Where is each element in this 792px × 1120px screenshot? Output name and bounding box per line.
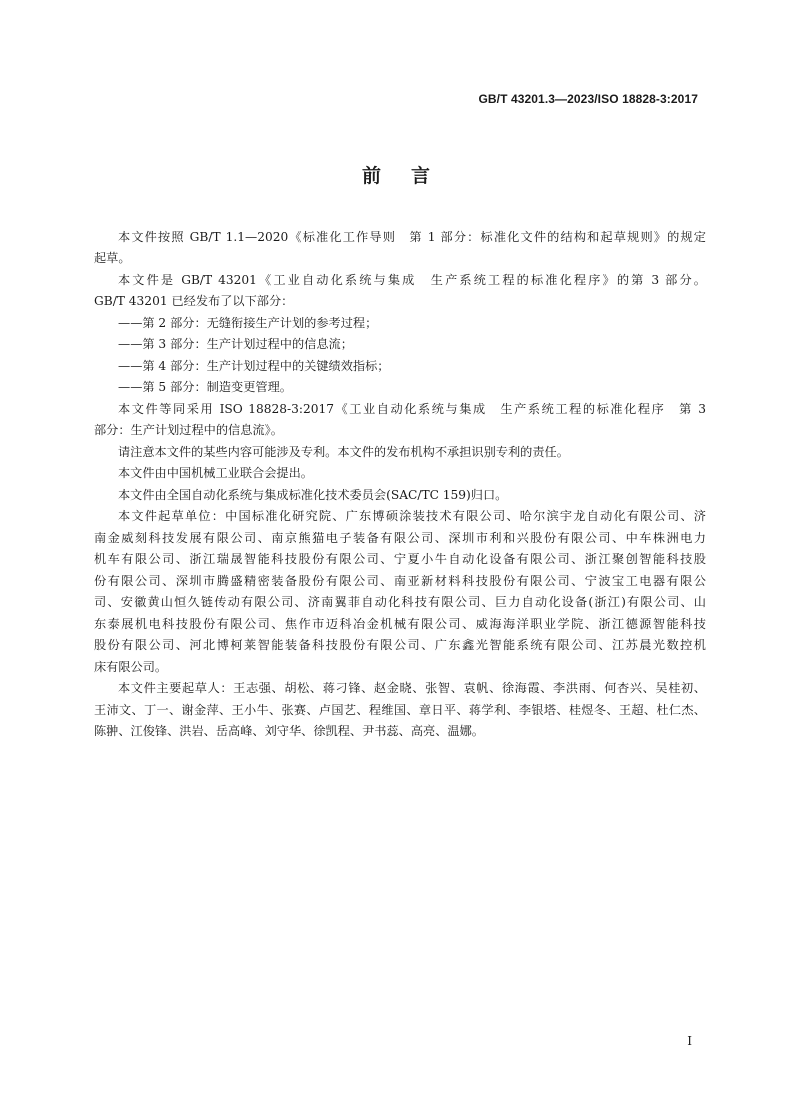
body-line-7: ——第 4 部分：生产计划过程中的关键绩效指标；	[118, 359, 390, 373]
body-line-10: 部分：生产计划过程中的信息流》。	[94, 423, 283, 437]
body-line-11: 请注意本文件的某些内容可能涉及专利。本文件的发布机构不承担识别专利的责任。	[118, 445, 569, 459]
body-line-12: 本文件由中国机械工业联合会提出。	[118, 466, 313, 480]
body-line-9: 本文件等同采用 ISO 18828-3:2017《工业自动化系统与集成 生产系统工程的标准化程序 第 3	[118, 402, 706, 416]
page-header-standard-code: GB/T 43201.3—2023/ISO 18828-3:2017	[478, 92, 698, 106]
body-line-13: 本文件由全国自动化系统与集成标准化技术委员会(SAC/TC 159)归口。	[118, 488, 508, 502]
body-line-4: GB/T 43201 已经发布了以下部分：	[94, 294, 294, 308]
body-line-18: 司、安徽黄山恒久链传动有限公司、济南翼菲自动化科技有限公司、巨力自动化设备(浙江)有限公司、山	[94, 595, 706, 609]
page-title: 前言	[361, 165, 460, 187]
body-line-20: 股份有限公司、河北博柯莱智能装备科技股份有限公司、广东鑫光智能系统有限公司、江苏晨光数控机	[94, 638, 706, 652]
body-line-21: 床有限公司。	[94, 660, 168, 674]
body-line-23: 王沛文、丁一、谢金萍、王小牛、张赛、卢国艺、程维国、章日平、蒋学利、李银塔、桂煜冬、王超、杜仁杰、	[94, 703, 706, 717]
page-number: I	[687, 1034, 692, 1048]
body-line-1: 本文件按照 GB/T 1.1—2020《标准化工作导则 第 1 部分：标准化文件的结构和起草规则》的规定	[118, 230, 706, 244]
body-line-2: 起草。	[94, 251, 131, 265]
body-line-14: 本文件起草单位：中国标准化研究院、广东博硕涂装技术有限公司、哈尔滨宇龙自动化有限公司、济	[118, 509, 706, 523]
body-line-16: 机车有限公司、浙江瑞晟智能科技股份有限公司、宁夏小牛自动化设备有限公司、浙江聚创智能科技股	[94, 552, 706, 566]
body-line-8: ——第 5 部分：制造变更管理。	[118, 380, 292, 394]
body-line-19: 东泰展机电科技股份有限公司、焦作市迈科冶金机械有限公司、威海海洋职业学院、浙江德源智能科技	[94, 617, 706, 631]
body-line-6: ——第 3 部分：生产计划过程中的信息流；	[118, 337, 353, 351]
body-line-5: ——第 2 部分：无缝衔接生产计划的参考过程；	[118, 316, 378, 330]
body-line-15: 南金威刻科技发展有限公司、南京熊猫电子装备有限公司、深圳市利和兴股份有限公司、中车株洲电力	[94, 531, 706, 545]
body-line-22: 本文件主要起草人：王志强、胡松、蒋刁锋、赵金晓、张智、袁帆、徐海霞、李洪雨、何杏兴、吴桂初、	[118, 681, 706, 695]
body-line-17: 份有限公司、深圳市腾盛精密装备股份有限公司、南亚新材料科技股份有限公司、宁波宝工电器有限公	[94, 574, 706, 588]
body-line-24: 陈翀、江俊锋、洪岩、岳高峰、刘守华、徐凯程、尹书蕊、高亮、温娜。	[94, 724, 484, 738]
body-line-3: 本文件是 GB/T 43201《工业自动化系统与集成 生产系统工程的标准化程序》的第 3 部分。	[118, 273, 706, 287]
